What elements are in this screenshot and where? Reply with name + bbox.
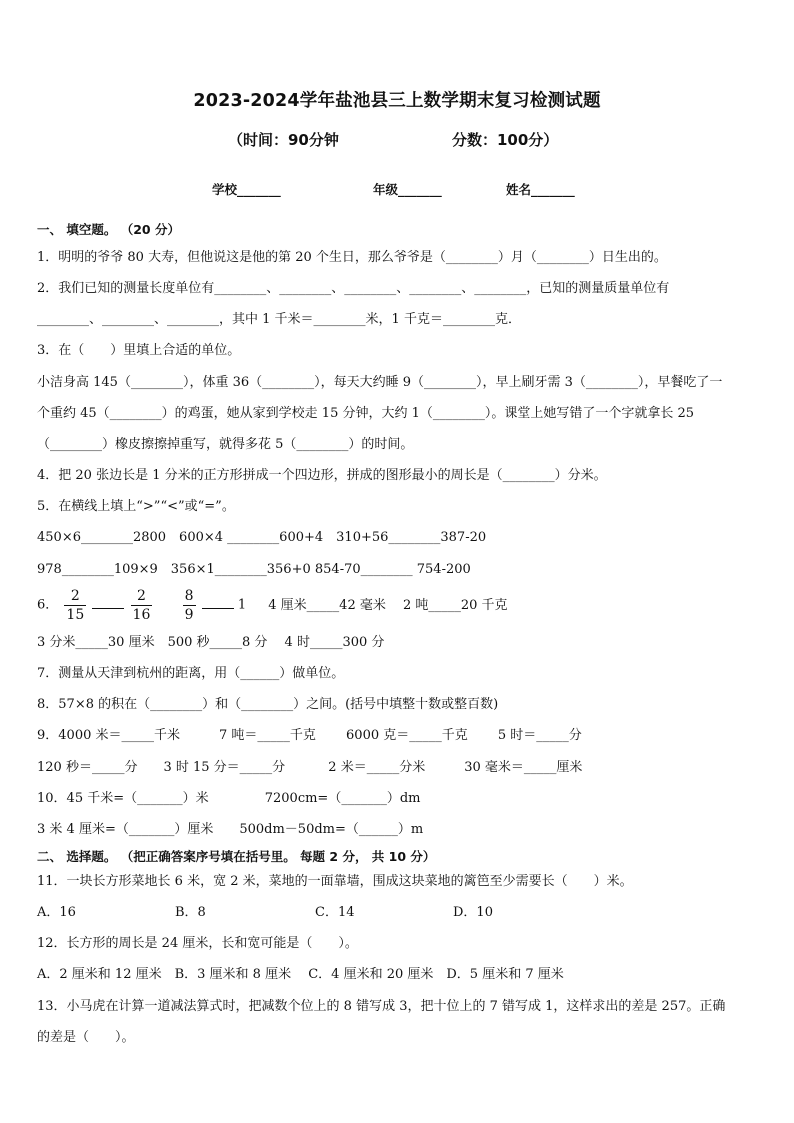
- section-choice-heading: 二、 选择题。 （把正确答案序号填在括号里。 每题 2 分， 共 10 分）: [37, 849, 436, 864]
- section-fill-blank-heading: 一、 填空题。 （20 分）: [37, 222, 180, 237]
- exam-title: 2023-2024学年盐池县三上数学期末复习检测试题: [193, 91, 601, 111]
- question-3-line-3: （________）橡皮擦擦掉重写，就得多花 5（________）的时间。: [37, 437, 414, 452]
- question-13-line-2: 的差是（ ）。: [37, 1030, 135, 1045]
- question-1: 1．明明的爷爷 80 大寿，但他说这是他的第 20 个生日，那么爷爷是（________）月（________）日生出的。: [37, 250, 667, 265]
- answer-blank: [202, 595, 234, 609]
- answer-blank: [92, 595, 124, 609]
- fraction-1-denominator: 15: [66, 607, 85, 623]
- question-5: 5．在横线上填上“>”“<”或“=”。: [37, 499, 235, 514]
- question-10-row-1: 10．45 千米=（_______）米 7200cm=（_______）dm: [37, 791, 421, 806]
- exam-score: 分数：100分）: [452, 131, 559, 149]
- fraction-3-numerator: 8: [184, 588, 194, 604]
- fraction-2: [131, 587, 153, 624]
- question-6-row-2: 3 分米_____30 厘米 500 秒_____8 分 4 时_____300 分: [37, 635, 385, 650]
- question-10-row-2: 3 米 4 厘米=（_______）厘米 500dm－50dm=（______）m: [37, 822, 424, 837]
- school-field: 学校_______: [212, 182, 281, 197]
- fraction-2-numerator: 2: [131, 587, 153, 606]
- question-12: 12．长方形的周长是 24 厘米，长和宽可能是（ ）。: [37, 936, 358, 951]
- question-9-row-2: 120 秒＝_____分 3 时 15 分＝_____分 2 米＝_____分米 30 毫米＝_____厘米: [37, 760, 583, 775]
- question-6-row-1: [37, 587, 508, 624]
- question-11-option-a: A．16: [37, 905, 76, 920]
- question-8: 8．57×8 的积在（________）和（________）之间。(括号中填整十数或整百数): [37, 697, 499, 712]
- question-11-option-c: C．14: [315, 905, 355, 920]
- question-3: 3．在（ ）里填上合适的单位。: [37, 343, 241, 358]
- question-13-line-1: 13．小马虎在计算一道减法算式时，把减数个位上的 8 错写成 3，把十位上的 7 错写成 1，这样求出的差是 257。正确: [37, 999, 726, 1014]
- question-3-line-1: 小洁身高 145（________），体重 36（________），每天大约睡 9（________），早上刷牙需 3（________），早餐吃了一: [37, 375, 723, 390]
- question-7: 7．测量从天津到杭州的距离，用（______）做单位。: [37, 666, 345, 681]
- question-4: 4．把 20 张边长是 1 分米的正方形拼成一个四边形，拼成的图形最小的周长是（________）分米。: [37, 468, 607, 483]
- fraction-1: [64, 587, 86, 624]
- grade-field: 年级_______: [373, 182, 442, 197]
- question-11-option-d: D．10: [453, 905, 493, 920]
- question-12-options: A．2 厘米和 12 厘米 B．3 厘米和 8 厘米 C．4 厘米和 20 厘米 D．5 厘米和 7 厘米: [37, 967, 564, 982]
- fraction-1-numerator: 2: [64, 587, 86, 606]
- question-5-row-1: 450×6________2800 600×4 ________600+4 310+56________387-20: [37, 530, 487, 545]
- name-field: 姓名_______: [506, 182, 575, 197]
- question-2-line-1: 2．我们已知的测量长度单位有________、________、________、________、________，已知的测量质量单位有: [37, 281, 670, 296]
- question-6-one: 1: [237, 597, 247, 613]
- fraction-2-denominator: 16: [132, 607, 151, 623]
- exam-time: （时间：90分钟: [228, 131, 339, 149]
- question-5-row-2: 978________109×9 356×1________356+0 854-70________ 754-200: [37, 562, 471, 577]
- question-2-line-2: ________、________、________，其中 1 千米＝________米，1 千克＝________克．: [37, 312, 521, 327]
- question-3-line-2: 个重约 45（________）的鸡蛋，她从家到学校走 15 分钟，大约 1（________）。课堂上她写错了一个字就拿长 25: [37, 406, 695, 421]
- question-6-rest: 4 厘米_____42 毫米 2 吨_____20 千克: [268, 597, 508, 613]
- question-6-number: 6．: [37, 597, 59, 613]
- question-11: 11．一块长方形菜地长 6 米，宽 2 米，菜地的一面靠墙，围成这块菜地的篱笆至少需要长（ ）米。: [37, 874, 633, 889]
- fraction-3-denominator: 9: [184, 607, 194, 623]
- question-11-option-b: B．8: [175, 905, 206, 920]
- question-9-row-1: 9．4000 米＝_____千米 7 吨＝_____千克 6000 克＝_____千克 5 时＝_____分: [37, 728, 582, 743]
- fraction-3: [183, 587, 196, 624]
